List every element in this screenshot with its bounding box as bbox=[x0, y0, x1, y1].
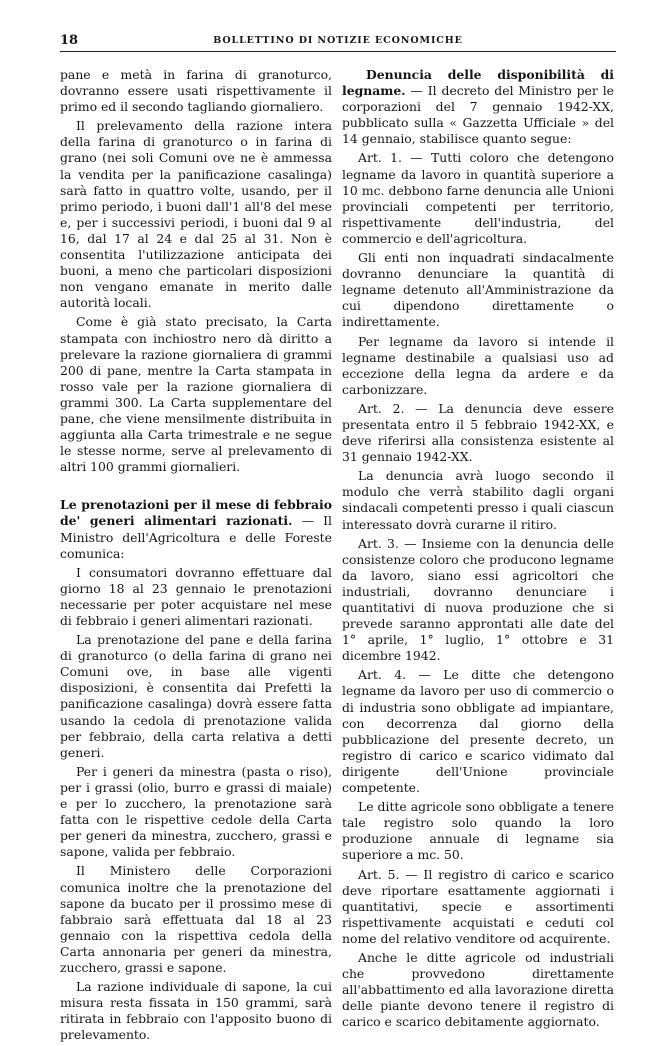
section-heading-paragraph bbox=[60, 497, 332, 561]
section-intro: — Il Ministro dell'Agricoltura e delle Foreste comunica: bbox=[60, 513, 332, 561]
paragraph: Art. 4. — Le ditte che detengono legname da lavoro per uso di commercio o di industria sono obbligate ad impiantare, con decorrenza dal giorno della pubblicazione del presente decreto, un registro di carico e scarico vidimato dal dirigente dell'Unione provinciale competente. bbox=[342, 667, 614, 796]
left-column bbox=[60, 67, 332, 1046]
section-heading-paragraph bbox=[342, 67, 614, 147]
header-rule bbox=[60, 51, 616, 52]
paragraph: Art. 5. — Il registro di carico e scarico deve riportare esattamente aggiornati i quantitativi, specie e assortimenti rispettivamente acquistati e ceduti col nome del relativo venditore od acquirente. bbox=[342, 866, 614, 946]
paragraph: Le ditte agricole sono obbligate a tenere tale registro solo quando la loro produzione annuale di legname sia superiore a mc. 50. bbox=[342, 799, 614, 863]
paragraph: Art. 2. — La denuncia deve essere presentata entro il 5 febbraio 1942-XX, e deve riferirsi alla consistenza esistente al 31 gennaio 1942-XX. bbox=[342, 400, 614, 465]
page-number: 18 bbox=[60, 33, 79, 48]
paragraph: Per i generi da minestra (pasta o riso), per i grassi (olio, burro e grassi di maiale) e per lo zucchero, la prenotazione sarà fatta con le rispettive cedole della Carta per generi da minestra, zucchero, grassi e sapone, valida per febbraio. bbox=[60, 763, 332, 860]
paragraph: Per legname da lavoro si intende il legname destinabile a qualsiasi uso ad eccezione della legna da ardere e da carbonizzare. bbox=[342, 333, 614, 397]
section-intro: — Il decreto del Ministro per le corporazioni del 7 gennaio 1942-XX, pubblicato sulla « Gazzetta Ufficiale » del 14 gennaio, stabilisce quanto segue: bbox=[342, 83, 614, 147]
paragraph: La prenotazione del pane e della farina di granoturco (o della farina di grano nei Comuni ove, in base alle vigenti disposizioni, è consentita dai Prefetti la panificazione casalinga) dovrà essere fatta usando la cedola di prenotazione valida per febbraio, della carta relativa a detti generi. bbox=[60, 632, 332, 760]
paragraph: Gli enti non inquadrati sindacalmente dovranno denunciare la quantità di legname detenuto all'Amministrazione da cui dipendono direttamente o indirettamente. bbox=[342, 250, 614, 330]
section-title: Denuncia delle disponibilità di legname. bbox=[342, 67, 614, 99]
paragraph: pane e metà in farina di granoturco, dovranno essere usati rispettivamente il primo ed il secondo tagliando giornaliero. bbox=[60, 67, 332, 115]
paragraph: La razione individuale di sapone, la cui misura resta fissata in 150 grammi, sarà ritirata in febbraio con l'apposito buono di prelevamento. bbox=[60, 979, 332, 1043]
section-title: Le prenotazioni per il mese di febbraio de' generi alimentari razionati. bbox=[60, 497, 332, 529]
running-header bbox=[60, 33, 616, 53]
paragraph: Il prelevamento della razione intera della farina di granoturco o in farina di grano (nei soli Comuni ove ne è ammessa la vendita per la panificazione casalinga) sarà fatto in quattro volte, usando, per il primo periodo, i buoni dall'1 all'8 del mese e, per i successivi periodi, i buoni dal 9 al 16, dal 17 al 24 e dal 25 al 31. Non è consentita l'utilizzazione anticipata dei buoni, a meno che particolari disposizioni non vengano emanate in merito dalle autorità locali. bbox=[60, 118, 332, 311]
running-title: BOLLETTINO DI NOTIZIE ECONOMICHE bbox=[213, 35, 463, 46]
paragraph: Art. 3. — Insieme con la denuncia delle consistenze coloro che producono legname da lavoro, siano essi agricoltori che industriali, dovranno denunciare i quantitativi di nuova produzione che si prevede saranno approntati alle date del 1° aprile, 1° luglio, 1° ottobre e 31 dicembre 1942. bbox=[342, 535, 614, 664]
right-column bbox=[342, 67, 614, 1033]
paragraph: La denuncia avrà luogo secondo il modulo che verrà stabilito dagli organi sindacali competenti presso i quali ciascun interessato dovrà curarne il ritiro. bbox=[342, 468, 614, 532]
paragraph: Anche le ditte agricole od industriali che provvedono direttamente all'abbattimento ed alla lavorazione diretta delle piante devono tenere il registro di carico e scarico debitamente aggiornato. bbox=[342, 949, 614, 1030]
paragraph: Art. 1. — Tutti coloro che detengono legname da lavoro in quantità superiore a 10 mc. debbono farne denuncia alle Unioni provinciali competenti per territorio, rispettivamente dell'industria, del commercio e dell'agricoltura. bbox=[342, 150, 614, 246]
paragraph: Il Ministero delle Corporazioni comunica inoltre che la prenotazione del sapone da bucato per il prossimo mese di fabbraio sarà effettuata dal 18 al 23 gennaio con la rispettiva cedola della Carta annonaria per generi da minestra, zucchero, grassi e sapone. bbox=[60, 863, 332, 975]
paragraph: I consumatori dovranno effettuare dal giorno 18 al 23 gennaio le prenotazioni necessarie per poter acquistare nel mese di febbraio i generi alimentari razionati. bbox=[60, 564, 332, 628]
paragraph: Come è già stato precisato, la Carta stampata con inchiostro nero dà diritto a prelevare la razione giornaliera di grammi 200 di pane, mentre la Carta stampata in rosso vale per la razione giornaliera di grammi 300. La Carta supplementare del pane, che viene mensilmente distribuita in aggiunta alla Carta trimestrale e ne segue le stesse norme, serve al prelevamento di altri 100 grammi giornalieri. bbox=[60, 314, 332, 475]
